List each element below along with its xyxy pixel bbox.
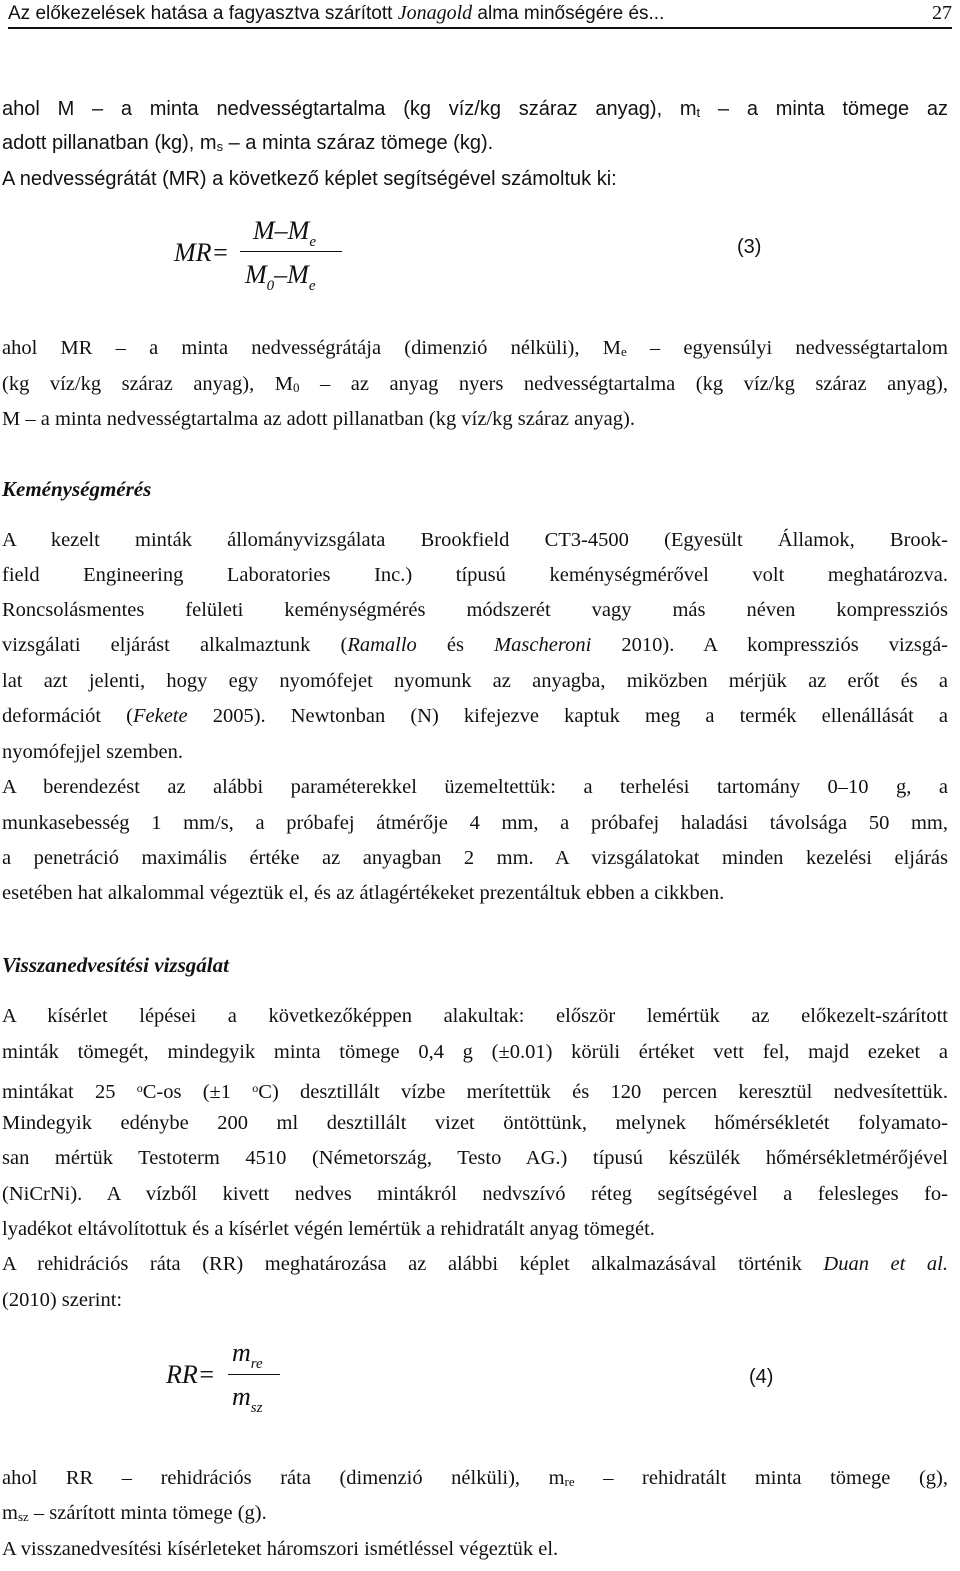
mr-definition-line-1: ahol MR – a minta nedvességrátája (dimenzió nélküli), $M_e$ – egyensúlyi nedvességtartalom [2, 337, 948, 359]
eq4-fraction-bar [228, 1374, 280, 1375]
hardness-line-11: esetében hat alkalommal végeztük el, és az átlagértékeket prezentáltuk ebben a cikkben. [2, 882, 725, 904]
eq4-denominator: $m_{sz}$ [232, 1382, 263, 1416]
intro-line-2: adott pillanatban (kg), $m_s$ – a minta száraz tömege (kg). [2, 132, 494, 154]
eq3-number: (3) [737, 236, 762, 258]
mr-definition-line-2: (kg víz/kg száraz anyag), $M_0$ – az anyag nyers nedvességtartalma (kg víz/kg száraz anyag), [2, 373, 948, 395]
rr-definition-line-1: ahol RR – rehidrációs ráta (dimenzió nélküli), $m_{re}$ – rehidratált minta tömege (g), [2, 1467, 948, 1489]
eq4-number: (4) [749, 1366, 774, 1388]
page-number: 27 [932, 2, 952, 24]
hardness-line-7: nyomófejjel szemben. [2, 741, 184, 763]
section-heading-rehydration: Visszanedvesítési vizsgálat [2, 953, 229, 977]
hardness-line-3: Roncsolásmentes felületi keménységmérés módszerét vagy más néven kompressziós [2, 599, 948, 621]
rehydration-line-2: minták tömegét, mindegyik minta tömege 0,4 g (±0.01) körüli értéket vett fel, majd ezeket a [2, 1041, 948, 1063]
hardness-line-2: field Engineering Laboratories Inc.) típusú keménységmérővel volt meghatározva. [2, 564, 948, 586]
hardness-line-1: A kezelt minták állományvizsgálata Brookfield CT3-4500 (Egyesült Államok, Brook- [2, 529, 948, 551]
running-header [8, 0, 952, 28]
rehydration-line-5: san mértük Testoterm 4510 (Németország, Testo AG.) típusú készülék hőmérsékletmérőjével [2, 1147, 948, 1169]
header-title: Az előkezelések hatása a fagyasztva szárított Jonagold alma minőségére és... [8, 2, 665, 24]
eq3-fraction-bar [240, 251, 342, 252]
hardness-line-10: a penetráció maximális értéke az anyagban 2 mm. A vizsgálatokat minden kezelési eljárás [2, 847, 948, 869]
rehydration-line-3: mintákat 25 $^o$C-os (±1 $^o$C) desztillált vízbe merítettük és 120 percen keresztül nedvesítettük. [2, 1081, 949, 1103]
intro-line-1: ahol M – a minta nedvességtartalma (kg víz/kg száraz anyag), $m_t$ – a minta tömege az [2, 98, 948, 120]
rr-definition-line-2: $m_{sz}$ – szárított minta tömege (g). [2, 1502, 267, 1524]
hardness-line-6: deformációt (Fekete 2005). Newtonban (N) kifejezve kaptuk meg a termék ellenállását a [2, 705, 948, 727]
intro-line-3: A nedvességrátát (MR) a következő képlet segítségével számoltuk ki: [2, 168, 617, 190]
rehydration-line-1: A kísérlet lépései a következőképpen alakultak: először lemértük az előkezelt-szárított [2, 1005, 948, 1027]
hardness-line-5: lat azt jelenti, hogy egy nyomófejet nyomunk az anyagba, miközben mérjük az erőt és a [2, 670, 948, 692]
eq3-numerator: $M-M_e$ [253, 216, 316, 250]
rehydration-line-6: (NiCrNi). A vízből kivett nedves mintákról nedvszívó réteg segítségével a felesleges fo- [2, 1183, 948, 1205]
eq4-numerator: $m_{re}$ [232, 1338, 263, 1372]
rr-definition-line-3: A visszanedvesítési kísérleteket háromszori ismétléssel végeztük el. [2, 1538, 559, 1560]
hardness-line-4: vizsgálati eljárást alkalmaztunk (Ramallo és Mascheroni 2010). A kompressziós vizsgá- [2, 634, 948, 656]
rehydration-line-9: (2010) szerint: [2, 1289, 123, 1311]
eq3-lhs: MR= [174, 238, 230, 267]
hardness-line-9: munkasebesség 1 mm/s, a próbafej átmérője 4 mm, a próbafej haladási távolsága 50 mm, [2, 812, 948, 834]
mr-definition-line-3: M – a minta nedvességtartalma az adott pillanatban (kg víz/kg száraz anyag). [2, 408, 635, 430]
eq3-denominator: $M_0-M_e$ [245, 260, 316, 294]
header-divider [8, 27, 952, 29]
section-heading-hardness: Keménységmérés [2, 477, 152, 501]
rehydration-line-8: A rehidrációs ráta (RR) meghatározása az alábbi képlet alkalmazásával történik Duan et al. [2, 1253, 949, 1275]
hardness-line-8: A berendezést az alábbi paraméterekkel üzemeltettük: a terhelési tartomány 0–10 g, a [2, 776, 948, 798]
rehydration-line-4: Mindegyik edénybe 200 ml desztillált vizet öntöttünk, melynek hőmérsékletét folyamato- [2, 1112, 948, 1134]
eq4-lhs: RR= [166, 1360, 216, 1389]
rehydration-line-7: lyadékot eltávolítottuk és a kísérlet végén lemértük a rehidratált anyag tömegét. [2, 1218, 655, 1240]
